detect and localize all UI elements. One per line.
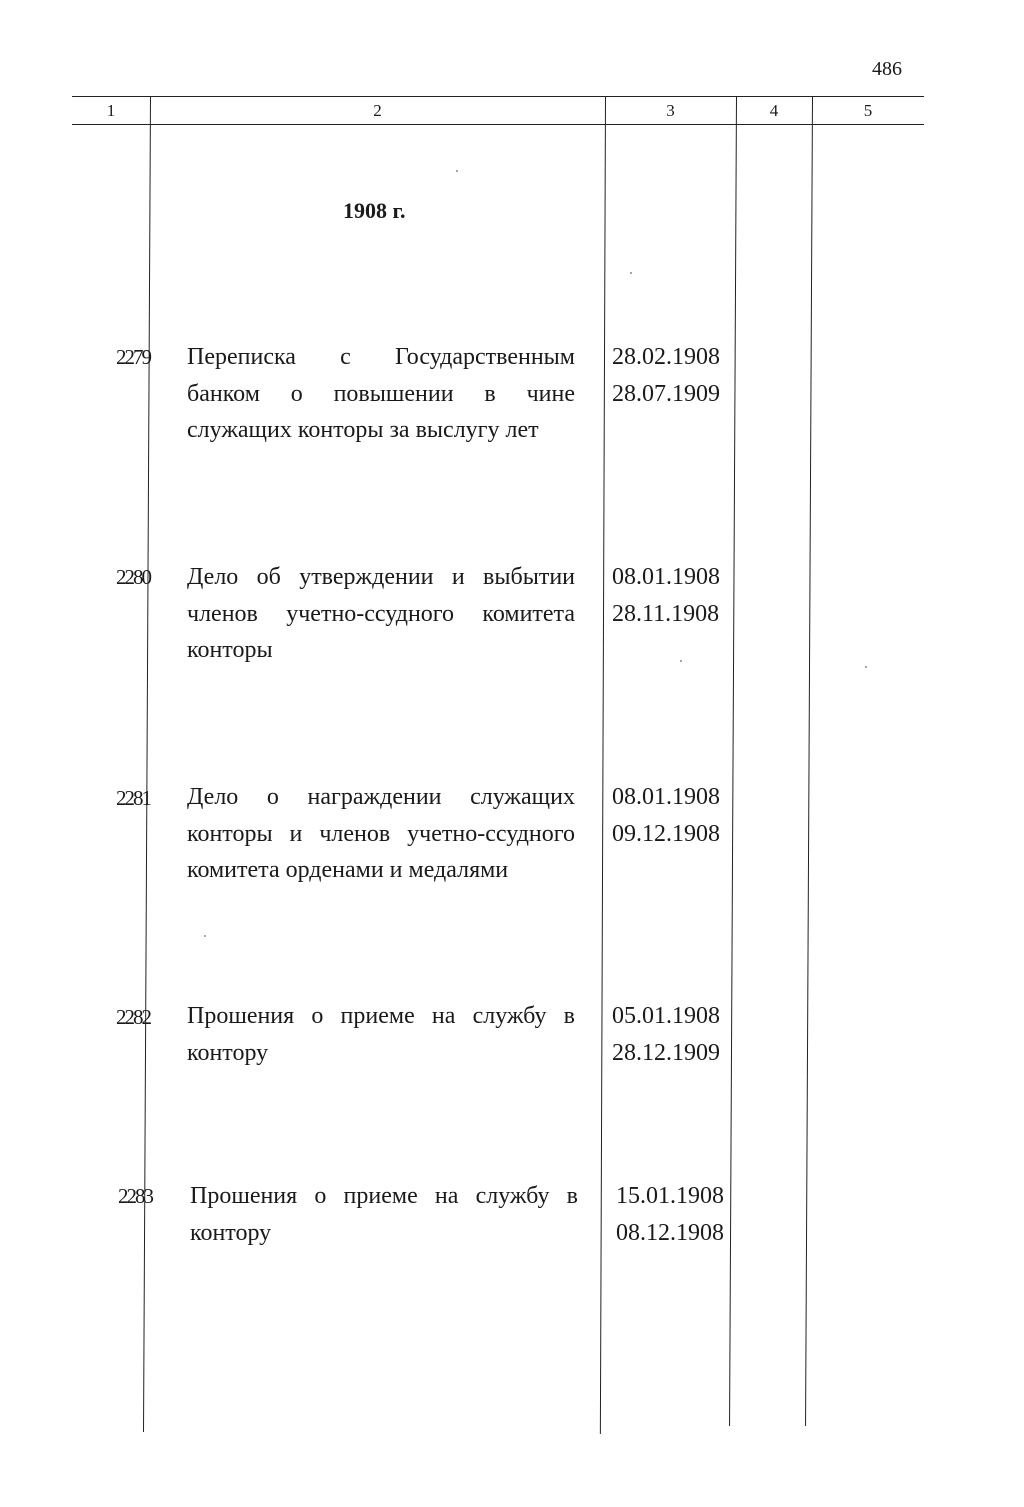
entry-id: 2280 xyxy=(116,565,150,589)
scan-speck xyxy=(680,660,682,662)
column-divider-2 xyxy=(600,96,606,1434)
entry-date-end: 28.07.1909 xyxy=(612,381,720,407)
column-header-1: 1 xyxy=(106,101,116,120)
entry-title: Переписка с Государственным банком о повышении в чине служащих конторы за выслугу лет xyxy=(187,344,575,443)
column-divider-3 xyxy=(729,96,737,1426)
page-number: 486 xyxy=(872,58,902,80)
entry-date-start: 15.01.1908 xyxy=(616,1183,724,1209)
year-heading: 1908 г. xyxy=(343,198,406,223)
entry-date-start: 08.01.1908 xyxy=(612,784,720,810)
header-top-rule xyxy=(72,96,924,97)
entry-title: Прошения о приеме на службу в контору xyxy=(190,1183,578,1246)
entry-title: Дело об утверждении и выбытии членов учетно-ссудного комитета конторы xyxy=(187,564,575,663)
entry-date-start: 05.01.1908 xyxy=(612,1003,720,1029)
entry-date-start: 08.01.1908 xyxy=(612,564,720,590)
entry-date-end: 08.12.1908 xyxy=(616,1220,724,1246)
entry-id: 2281 xyxy=(116,786,150,810)
entry-id: 2283 xyxy=(118,1184,152,1208)
column-divider-4 xyxy=(805,96,813,1426)
entry-title: Дело о награждении служащих конторы и членов учетно-ссудного комитета орденами и медалями xyxy=(187,784,575,883)
entry-date-end: 09.12.1908 xyxy=(612,821,720,847)
entry-id: 2282 xyxy=(116,1005,150,1029)
column-header-5: 5 xyxy=(863,101,873,120)
column-header-3: 3 xyxy=(666,101,675,120)
scan-speck xyxy=(204,935,206,937)
column-header-4: 4 xyxy=(769,101,779,120)
scan-speck xyxy=(865,666,867,668)
header-bottom-rule xyxy=(72,124,924,125)
entry-date-end: 28.11.1908 xyxy=(612,601,720,627)
column-header-2: 2 xyxy=(373,101,382,120)
entry-date-end: 28.12.1909 xyxy=(612,1040,720,1066)
column-divider-1 xyxy=(143,96,151,1432)
scan-speck xyxy=(456,170,458,172)
scan-speck xyxy=(630,272,632,274)
entry-id: 2279 xyxy=(116,345,150,369)
entry-title: Прошения о приеме на службу в контору xyxy=(187,1003,575,1066)
entry-date-start: 28.02.1908 xyxy=(612,344,720,370)
